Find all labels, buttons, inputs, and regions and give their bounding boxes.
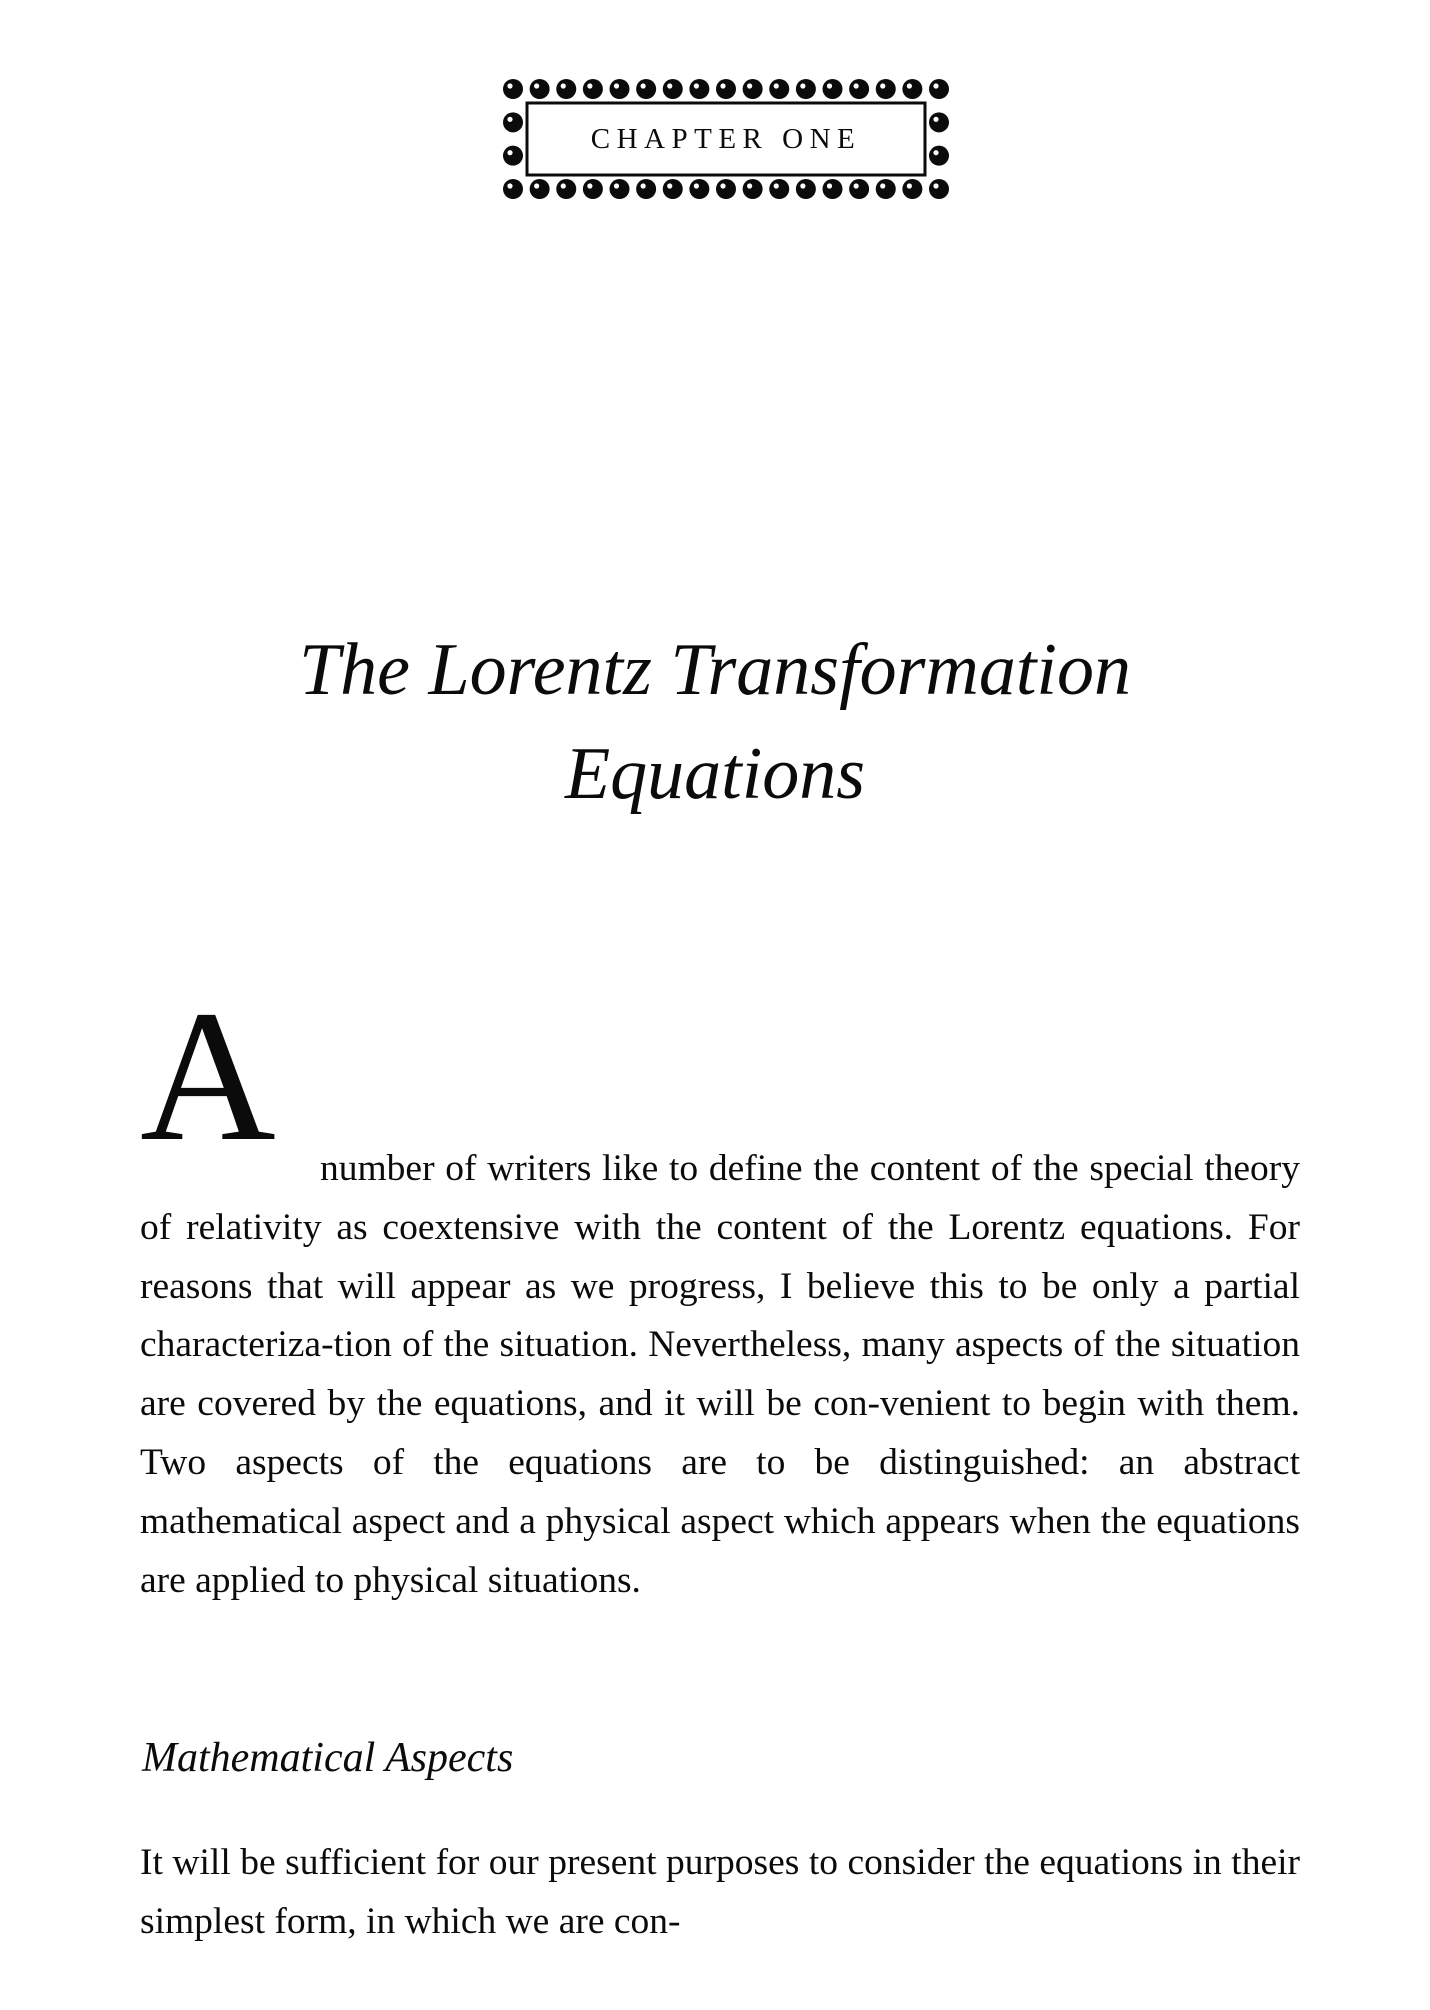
bead-highlight <box>694 183 699 188</box>
bead-highlight <box>747 183 752 188</box>
bead <box>556 179 576 199</box>
bead-highlight <box>694 83 699 88</box>
bead <box>689 79 709 99</box>
bead-highlight <box>774 183 779 188</box>
bead-highlight <box>614 183 619 188</box>
bead-highlight <box>880 83 885 88</box>
bead <box>610 179 630 199</box>
bead <box>636 179 656 199</box>
bead-highlight <box>534 83 539 88</box>
bead-highlight <box>667 183 672 188</box>
bead <box>583 79 603 99</box>
bead-highlight <box>880 183 885 188</box>
bead-highlight <box>561 183 566 188</box>
bead <box>929 79 949 99</box>
bead <box>796 179 816 199</box>
bead <box>876 179 896 199</box>
bead <box>823 79 843 99</box>
bead <box>583 179 603 199</box>
bead <box>716 179 736 199</box>
bead <box>929 179 949 199</box>
bead <box>769 79 789 99</box>
bead <box>689 179 709 199</box>
bead <box>716 79 736 99</box>
bead-highlight <box>587 83 592 88</box>
chapter-ornament-frame <box>502 78 950 200</box>
bead-highlight <box>827 183 832 188</box>
bead-highlight <box>774 83 779 88</box>
chapter-title-line-2: Equations <box>564 733 866 815</box>
second-paragraph: It will be sufficient for our present purposes to consider the equations in their simplest form, in which we are con- <box>140 1842 1300 1942</box>
bead-highlight <box>641 183 646 188</box>
bead-highlight <box>933 183 938 188</box>
opening-paragraph: number of writers like to define the content of the special theory of relativity as coextensive with the content of the Lorentz equations. For reasons that will appear as we progress, I believe this to be only a partial characteriza-tion of the situation. Nevertheless, many aspects of the situation are covered by the equations, and it will be con-venient to begin with them. Two aspects of the equations are to be distinguished: an abstract mathematical aspect and a physical aspect which appears when the equations are applied to physical situations. <box>140 1148 1300 1601</box>
bead <box>743 179 763 199</box>
bead <box>823 179 843 199</box>
bead-highlight <box>747 83 752 88</box>
bead-highlight <box>854 83 859 88</box>
bead-highlight <box>720 183 725 188</box>
bead-highlight <box>667 83 672 88</box>
chapter-label: CHAPTER ONE <box>590 123 862 155</box>
bead-highlight <box>614 83 619 88</box>
chapter-title-line-1: The Lorentz Transformation <box>299 629 1131 711</box>
bead <box>530 79 550 99</box>
bead <box>610 79 630 99</box>
bead <box>636 79 656 99</box>
bead-highlight <box>933 83 938 88</box>
bead <box>556 79 576 99</box>
bead-highlight <box>561 83 566 88</box>
bead-highlight <box>720 83 725 88</box>
section-heading: Mathematical Aspects <box>142 1735 514 1781</box>
bead-highlight <box>641 83 646 88</box>
bead-highlight <box>587 183 592 188</box>
bead <box>796 79 816 99</box>
bead-highlight <box>534 183 539 188</box>
bead <box>902 79 922 99</box>
chapter-title <box>160 618 1270 826</box>
bead-highlight <box>907 183 912 188</box>
bead <box>530 179 550 199</box>
bead <box>849 179 869 199</box>
bead <box>876 79 896 99</box>
bead <box>503 79 523 99</box>
bead-highlight <box>800 183 805 188</box>
bead-highlight <box>507 183 512 188</box>
bead <box>503 179 523 199</box>
bead-highlight <box>907 83 912 88</box>
bead-highlight <box>827 83 832 88</box>
bead <box>769 179 789 199</box>
bead <box>902 179 922 199</box>
bead <box>743 79 763 99</box>
drop-cap-letter: A <box>140 971 276 1180</box>
bead <box>849 79 869 99</box>
bead <box>663 179 683 199</box>
bead <box>663 79 683 99</box>
bead-highlight <box>854 183 859 188</box>
bead-highlight <box>800 83 805 88</box>
bead-highlight <box>507 83 512 88</box>
